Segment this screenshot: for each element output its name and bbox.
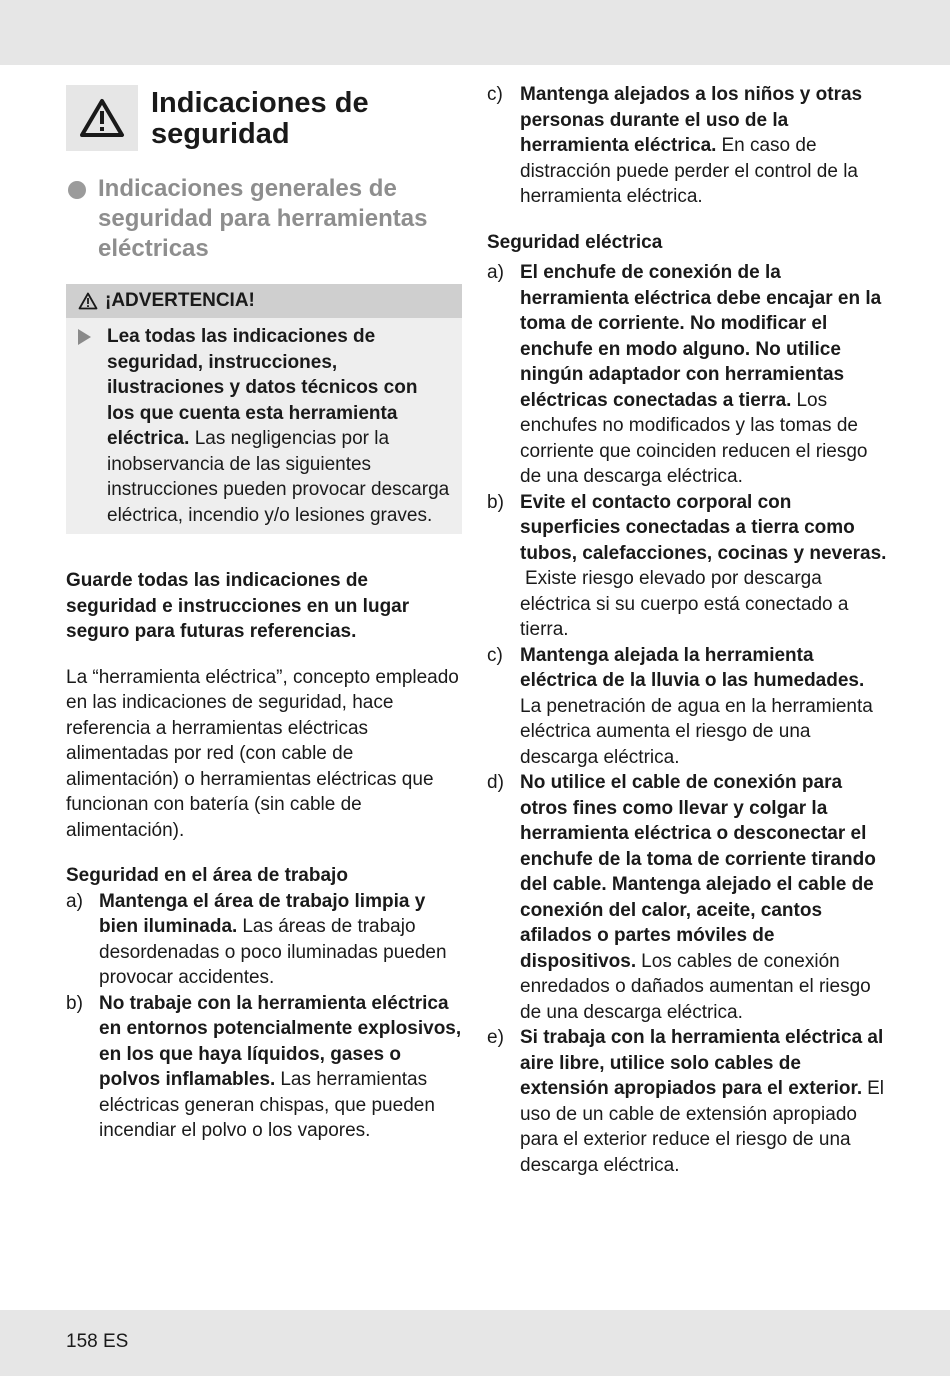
warning-icon-box — [66, 85, 138, 151]
warning-panel — [66, 284, 462, 534]
list-item-bold: Si trabaja con la herramienta eléctrica al aire libre, utilice solo cables de extensión apropiados para el exterior. — [520, 1027, 884, 1099]
list-item — [487, 643, 887, 771]
list-item-text: El uso de un cable de extensión apropiado para el exterior reduce el riesgo de una descarga eléctrica. — [520, 1078, 885, 1176]
list-marker: e) — [487, 1027, 504, 1048]
subheading-line3: eléctricas — [98, 235, 209, 262]
list-item — [66, 991, 462, 1144]
right-column — [487, 82, 887, 1178]
work-area-heading: Seguridad en el área de trabajo — [66, 865, 348, 886]
electrical-safety-heading: Seguridad eléctrica — [487, 231, 663, 253]
title-row — [66, 85, 462, 151]
list-item — [487, 770, 887, 1025]
list-item-bold: No trabaje con la herramienta eléctrica en entornos potencialmente explosivos, en los que haya líquidos, gases o polvos inflamables. — [99, 992, 462, 1090]
warning-bold-text: Lea todas las indicaciones de seguridad, instrucciones, ilustraciones y datos técnicos con los que cuenta esta herramienta eléctrica. — [107, 326, 418, 449]
list-item — [487, 260, 887, 490]
list-marker: c) — [487, 84, 503, 105]
bullet-dot-icon — [68, 181, 86, 199]
list-marker: a) — [66, 890, 83, 912]
page-title — [151, 88, 369, 150]
list-item-bold: Mantenga el área de trabajo limpia y bien iluminada. — [99, 890, 426, 937]
list-item-bold: Evite el contacto corporal con superficies conectadas a tierra como tubos, calefacciones, cocinas y neveras. — [520, 491, 887, 564]
list-item-text: Las áreas de trabajo desordenadas o poco iluminadas pueden provocar accidentes. — [99, 916, 447, 988]
header-band — [0, 0, 950, 65]
list-item-text: Los cables de conexión enredados o dañados aumentan el riesgo de una descarga eléctrica. — [520, 950, 871, 1023]
list-marker: d) — [487, 772, 504, 793]
list-item-text: Existe riesgo elevado por descarga eléctrica si su cuerpo está conectado a tierra. — [520, 568, 849, 640]
warning-label: ¡ADVERTENCIA! — [105, 290, 255, 311]
list-item — [66, 889, 462, 991]
left-column — [66, 85, 462, 1144]
list-item-text: En caso de distracción puede perder el control de la herramienta eléctrica. — [520, 135, 858, 207]
section-subheading — [66, 174, 462, 264]
warning-normal-text: Las negligencias por la inobservancia de las siguientes instrucciones pueden provocar descarga eléctrica, incendio y/o lesiones graves. — [107, 428, 450, 526]
list-item-bold: Mantenga alejada la herramienta eléctrica de la lluvia o las humedades. — [520, 644, 865, 691]
page-title-line1: Indicaciones de — [151, 87, 369, 119]
warning-text — [107, 324, 450, 528]
subheading-line1: Indicaciones generales de — [98, 175, 397, 202]
page-number: 158 ES — [66, 1331, 129, 1352]
footer-band — [0, 1310, 950, 1376]
list-item-bold: El enchufe de conexión de la herramienta eléctrica debe encajar en la toma de corriente. No modificar el enchufe en modo alguno. No utilice ningún adaptador con herramientas eléctricas conectadas a tierra. — [520, 262, 882, 411]
keep-instructions-note: Guarde todas las indicaciones de seguridad e instrucciones en un lugar seguro para futuras referencias. — [66, 570, 410, 642]
list-item — [487, 1025, 887, 1178]
list-item — [487, 490, 887, 643]
warning-small-icon — [78, 292, 98, 310]
triangle-bullet-icon — [78, 329, 91, 345]
page-title-line2: seguridad — [151, 118, 290, 150]
list-item-text: Los enchufes no modificados y las tomas de corriente que coinciden reducen el riesgo de una descarga eléctrica. — [520, 389, 868, 487]
list-item — [487, 82, 887, 210]
list-marker: b) — [487, 491, 504, 513]
warning-body — [66, 318, 462, 534]
list-marker: b) — [66, 992, 83, 1014]
subheading-line2: seguridad para herramientas — [98, 205, 428, 232]
list-marker: a) — [487, 262, 504, 283]
warning-header — [66, 284, 462, 318]
intro-paragraph: La “herramienta eléctrica”, concepto empleado en las indicaciones de seguridad, hace referencia a herramientas eléctricas alimentadas por red (con cable de alimentación) o herramientas eléctricas que funcionan con batería (sin cable de alimentación). — [66, 666, 459, 841]
warning-triangle-icon — [79, 98, 125, 138]
list-item-text: Las herramientas eléctricas generan chispas, que pueden incendiar el polvo o los vapores. — [99, 1069, 435, 1141]
list-marker: c) — [487, 644, 503, 666]
list-item-text: La penetración de agua en la herramienta eléctrica aumenta el riesgo de una descarga eléctrica. — [520, 695, 873, 768]
list-item-bold: No utilice el cable de conexión para otros fines como llevar y colgar la herramienta eléctrica o desconectar el enchufe de la toma de corriente tirando del cable. Mantenga alejado el cable de conexión del calor, aceite, cantos afilados o partes móviles de dispositivos. — [520, 772, 876, 972]
list-item-bold: Mantenga alejados a los niños y otras personas durante el uso de la herramienta eléctrica. — [520, 84, 863, 156]
